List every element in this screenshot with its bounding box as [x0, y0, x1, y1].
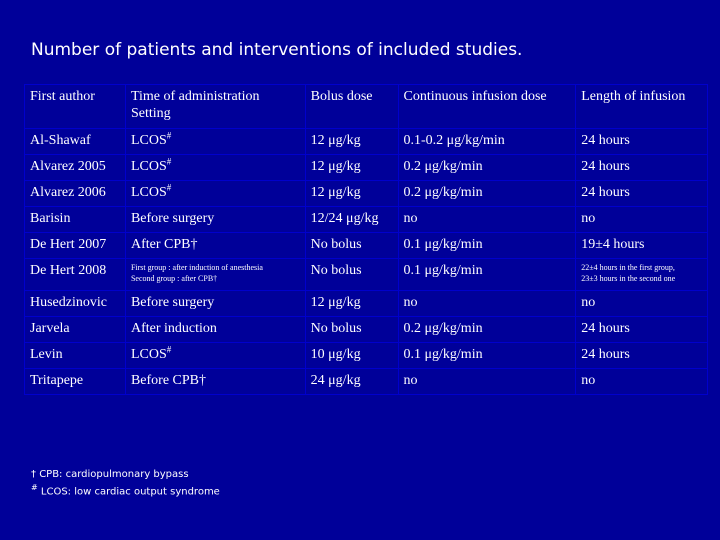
cell-length: 24 hours — [576, 343, 708, 369]
table-row — [25, 317, 708, 343]
cell-length — [576, 259, 708, 291]
cell-author: De Hert 2007 — [25, 233, 126, 259]
cell-infusion: no — [398, 207, 576, 233]
table-header-row — [25, 85, 708, 129]
lcos-footnote-mark: # — [166, 344, 172, 355]
cell-length: 24 hours — [576, 317, 708, 343]
cell-time: LCOS# — [125, 343, 305, 369]
cell-time: LCOS# — [125, 181, 305, 207]
cell-infusion: no — [398, 369, 576, 395]
cell-infusion: 0.2 μg/kg/min — [398, 181, 576, 207]
cell-time — [125, 259, 305, 291]
table-row — [25, 155, 708, 181]
cell-author: Jarvela — [25, 317, 126, 343]
header-first-author: First author — [25, 85, 126, 129]
lcos-footnote-mark: # — [166, 156, 172, 167]
cell-author: Alvarez 2006 — [25, 181, 126, 207]
cell-length: no — [576, 291, 708, 317]
cell-time: After CPB† — [125, 233, 305, 259]
lcos-footnote-mark: # — [166, 130, 172, 141]
cell-bolus: 24 μg/kg — [305, 369, 398, 395]
table-row — [25, 181, 708, 207]
slide-title: Number of patients and interventions of included studies. — [31, 40, 523, 60]
cell-author: Levin — [25, 343, 126, 369]
table-row — [25, 343, 708, 369]
cell-infusion: 0.1-0.2 μg/kg/min — [398, 129, 576, 155]
cell-infusion: 0.1 μg/kg/min — [398, 343, 576, 369]
cell-length: no — [576, 369, 708, 395]
cell-infusion: 0.1 μg/kg/min — [398, 233, 576, 259]
cell-time-line: Second group : after CPB† — [130, 274, 218, 283]
cell-time: LCOS# — [125, 129, 305, 155]
header-time-of-administration: Time of administration Setting — [125, 85, 305, 129]
cell-length: 24 hours — [576, 181, 708, 207]
cell-bolus: No bolus — [305, 233, 398, 259]
cell-length: 19±4 hours — [576, 233, 708, 259]
studies-table — [24, 84, 708, 395]
header-length-of-infusion: Length of infusion — [576, 85, 708, 129]
cell-time: LCOS# — [125, 155, 305, 181]
table-row — [25, 207, 708, 233]
header-continuous-infusion-dose: Continuous infusion dose — [398, 85, 576, 129]
cell-length: 24 hours — [576, 129, 708, 155]
table-row — [25, 233, 708, 259]
cell-length: no — [576, 207, 708, 233]
cell-time: Before surgery — [125, 207, 305, 233]
cell-time: After induction — [125, 317, 305, 343]
cell-bolus: No bolus — [305, 259, 398, 291]
table-row — [25, 291, 708, 317]
cell-bolus: 12 μg/kg — [305, 181, 398, 207]
cell-author: Barisin — [25, 207, 126, 233]
cell-bolus: 10 μg/kg — [305, 343, 398, 369]
footnotes — [31, 468, 220, 498]
cell-length-line: 23±3 hours in the second one — [581, 274, 676, 283]
lcos-footnote-mark: # — [166, 182, 172, 193]
table-row — [25, 369, 708, 395]
cell-bolus: No bolus — [305, 317, 398, 343]
cell-time: Before CPB† — [125, 369, 305, 395]
footnote-lcos: # LCOS: low cardiac output syndrome — [31, 483, 220, 498]
cell-author: Alvarez 2005 — [25, 155, 126, 181]
cell-bolus: 12 μg/kg — [305, 129, 398, 155]
cell-bolus: 12 μg/kg — [305, 155, 398, 181]
cell-time: Before surgery — [125, 291, 305, 317]
cell-time-line: First group : after induction of anesthesia — [130, 263, 263, 272]
cell-infusion: 0.1 μg/kg/min — [398, 259, 576, 291]
cell-author: De Hert 2008 — [25, 259, 126, 291]
cell-infusion: no — [398, 291, 576, 317]
cell-author: Husedzinovic — [25, 291, 126, 317]
footnote-cpb: † CPB: cardiopulmonary bypass — [31, 469, 189, 480]
table-row — [25, 129, 708, 155]
table-row — [25, 259, 708, 291]
cell-author: Al-Shawaf — [25, 129, 126, 155]
cell-author: Tritapepe — [25, 369, 126, 395]
header-bolus-dose: Bolus dose — [305, 85, 398, 129]
cell-length: 24 hours — [576, 155, 708, 181]
cell-bolus: 12/24 μg/kg — [305, 207, 398, 233]
cell-bolus: 12 μg/kg — [305, 291, 398, 317]
cell-infusion: 0.2 μg/kg/min — [398, 155, 576, 181]
cell-infusion: 0.2 μg/kg/min — [398, 317, 576, 343]
cell-length-line: 22±4 hours in the first group, — [581, 263, 675, 272]
